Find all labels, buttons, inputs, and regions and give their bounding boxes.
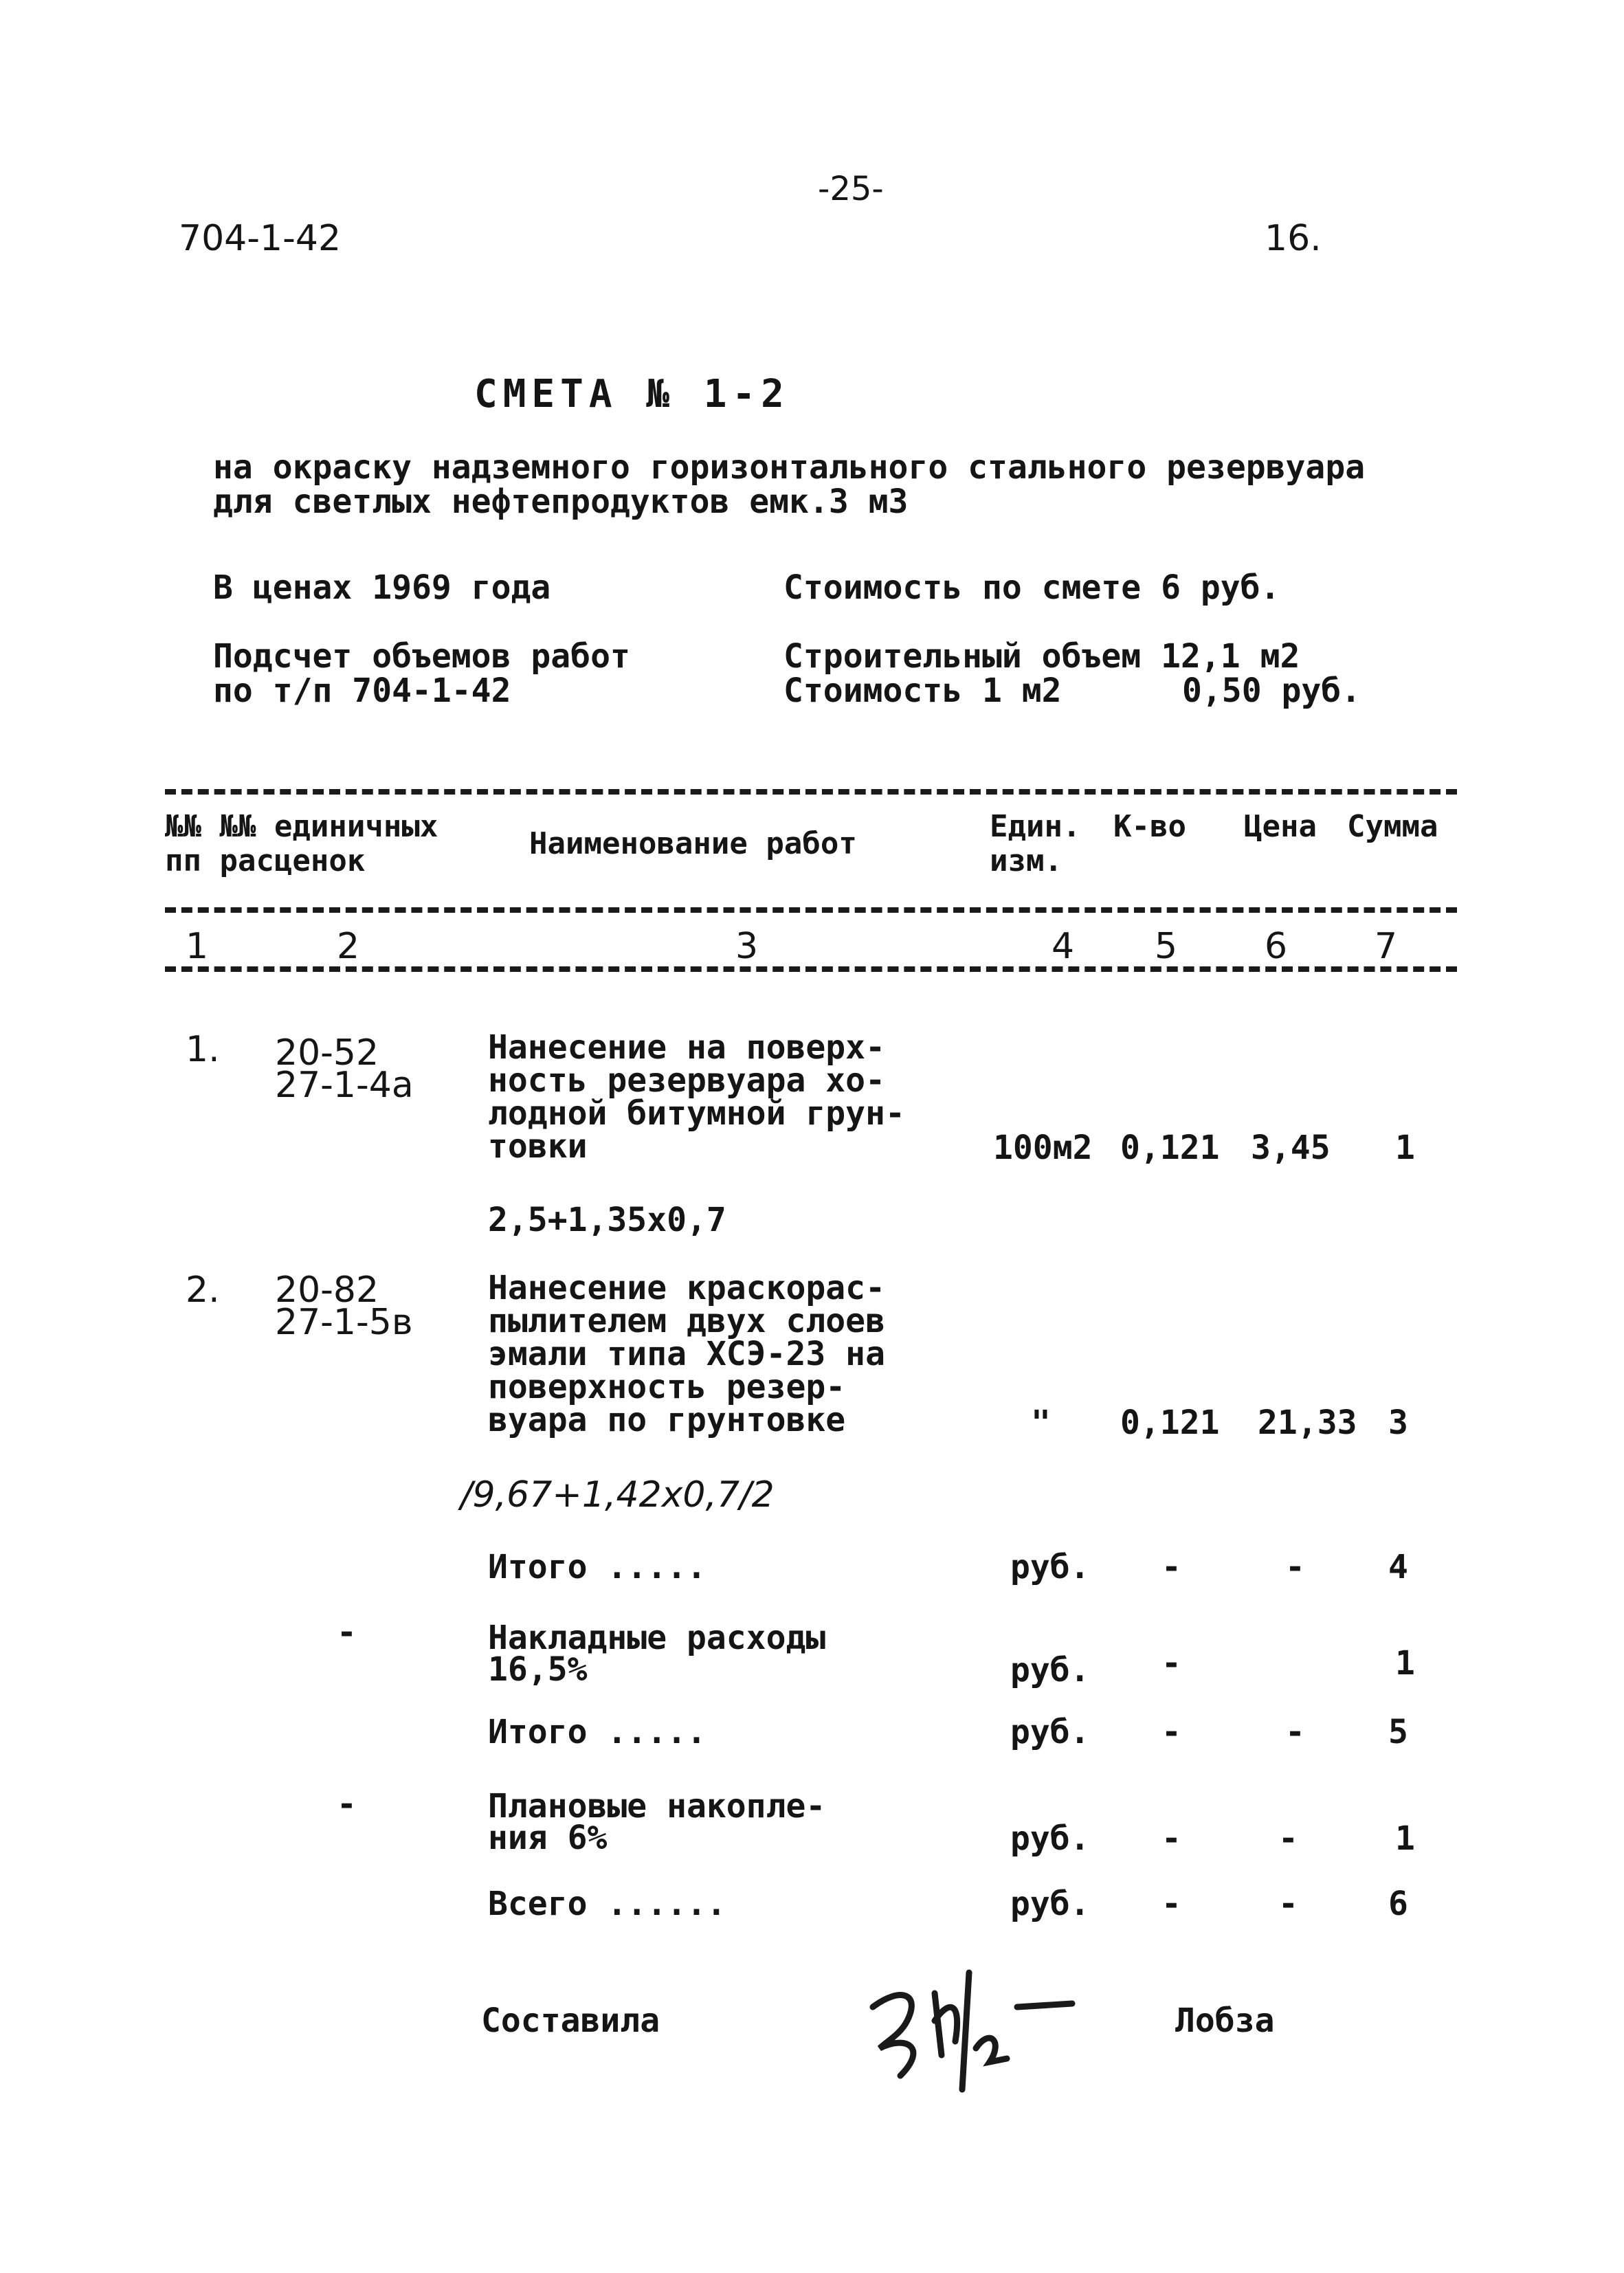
row-1-unit: 100м2 bbox=[993, 1129, 1093, 1167]
row-2-sum: 3 bbox=[1388, 1404, 1408, 1442]
header-col4-line1: Един. bbox=[990, 809, 1081, 844]
unit-cost-value: 0,50 руб. bbox=[1182, 672, 1361, 710]
overhead-qty: - bbox=[1161, 1644, 1181, 1683]
grand-total-sum: 6 bbox=[1388, 1885, 1408, 1923]
estimate-subtitle-line2: для светлых нефтепродуктов емк.3 м3 bbox=[213, 483, 909, 521]
grand-total-price: - bbox=[1278, 1885, 1298, 1923]
column-number-3: 3 bbox=[735, 926, 759, 967]
compiled-by-name: Лобза bbox=[1175, 2002, 1275, 2040]
planned-savings-price: - bbox=[1278, 1819, 1298, 1858]
grand-total-qty: - bbox=[1161, 1885, 1181, 1923]
row-1-code-line2: 27-1-4а bbox=[275, 1065, 414, 1106]
document-code: 704-1-42 bbox=[179, 218, 342, 259]
row-2-price: 21,33 bbox=[1258, 1404, 1357, 1442]
planned-savings-qty: - bbox=[1161, 1819, 1181, 1858]
header-col6: Цена bbox=[1244, 809, 1317, 844]
row-1-code-line1: 20-52 bbox=[275, 1032, 379, 1074]
subtotal-1-sum: 4 bbox=[1388, 1548, 1408, 1586]
header-col4-line2: изм. bbox=[990, 843, 1063, 878]
row-2-code-line2: 27-1-5в bbox=[275, 1302, 413, 1343]
subtotal-2-price: - bbox=[1285, 1713, 1305, 1751]
column-number-7: 7 bbox=[1375, 926, 1398, 967]
overhead-dash: - bbox=[337, 1613, 357, 1652]
row-2-formula: /9,67+1,42х0,7/2 bbox=[460, 1474, 775, 1516]
subtotal-2-unit: руб. bbox=[1010, 1713, 1090, 1751]
subtotal-2-label: Итого ..... bbox=[488, 1713, 707, 1751]
estimate-title: СМЕТА № 1-2 bbox=[474, 372, 790, 417]
row-1-price: 3,45 bbox=[1251, 1129, 1331, 1167]
grand-total-unit: руб. bbox=[1010, 1885, 1090, 1923]
estimate-cost: Стоимость по смете 6 руб. bbox=[783, 568, 1280, 607]
header-bottom-rule bbox=[165, 907, 1457, 913]
grand-total-label: Всего ...... bbox=[488, 1885, 726, 1923]
page-number: -25- bbox=[818, 170, 884, 208]
subtotal-2-sum: 5 bbox=[1388, 1713, 1408, 1751]
signature-icon bbox=[859, 1945, 1079, 2103]
row-2-code-line1: 20-82 bbox=[275, 1269, 379, 1311]
planned-savings-label: Плановые накопле- ния 6% bbox=[488, 1787, 826, 1857]
overhead-label: Накладные расходы 16,5% bbox=[488, 1619, 826, 1689]
column-number-5: 5 bbox=[1155, 926, 1178, 967]
overhead-sum: 1 bbox=[1395, 1644, 1415, 1683]
building-volume: Строительный объем 12,1 м2 bbox=[783, 637, 1300, 676]
column-number-6: 6 bbox=[1265, 926, 1288, 967]
row-2-quantity: 0,121 bbox=[1120, 1404, 1220, 1442]
row-1-formula: 2,5+1,35х0,7 bbox=[488, 1201, 726, 1239]
subtotal-1-price: - bbox=[1285, 1548, 1305, 1586]
header-col1-line1: №№ №№ единичных bbox=[165, 809, 438, 844]
column-number-4: 4 bbox=[1052, 926, 1075, 967]
row-1-quantity: 0,121 bbox=[1120, 1129, 1220, 1167]
sheet-number: 16. bbox=[1265, 218, 1322, 259]
estimate-subtitle-line1: на окраску надземного горизонтального стального резервуара bbox=[213, 448, 1366, 487]
unit-cost-label: Стоимость 1 м2 bbox=[783, 672, 1062, 710]
subtotal-2-qty: - bbox=[1161, 1713, 1181, 1751]
header-col5: К-во bbox=[1113, 809, 1186, 844]
overhead-unit: руб. bbox=[1010, 1651, 1090, 1689]
volume-count-line1: Подсчет объемов работ bbox=[213, 637, 630, 676]
subtotal-1-unit: руб. bbox=[1010, 1548, 1090, 1586]
row-1-number: 1. bbox=[186, 1029, 220, 1070]
column-numbers-rule bbox=[165, 966, 1457, 972]
planned-savings-sum: 1 bbox=[1395, 1819, 1415, 1858]
header-col3: Наименование работ bbox=[529, 826, 857, 861]
column-number-1: 1 bbox=[186, 926, 209, 967]
planned-savings-dash: - bbox=[337, 1785, 357, 1823]
planned-savings-unit: руб. bbox=[1010, 1819, 1090, 1858]
row-1-work-name: Нанесение на поверх- ность резервуара хо- лодной битумной грун- товки bbox=[488, 1028, 905, 1166]
row-2-work-name: Нанесение краскорас- пылителем двух слоев эмали типа ХСЭ-23 на поверхность резер- вуара по грунтовке bbox=[488, 1269, 885, 1439]
volume-count-line2: по т/п 704-1-42 bbox=[213, 672, 511, 710]
row-2-unit: " bbox=[1031, 1404, 1051, 1442]
row-2-number: 2. bbox=[186, 1269, 220, 1311]
header-col7: Сумма bbox=[1347, 809, 1438, 844]
compiled-by-label: Составила bbox=[481, 2002, 660, 2040]
table-top-rule bbox=[165, 789, 1457, 795]
price-basis: В ценах 1969 года bbox=[213, 568, 551, 607]
row-1-sum: 1 bbox=[1395, 1129, 1415, 1167]
column-number-2: 2 bbox=[337, 926, 360, 967]
subtotal-1-label: Итого ..... bbox=[488, 1548, 707, 1586]
header-col1-line2: пп расценок bbox=[165, 843, 366, 878]
subtotal-1-qty: - bbox=[1161, 1548, 1181, 1586]
